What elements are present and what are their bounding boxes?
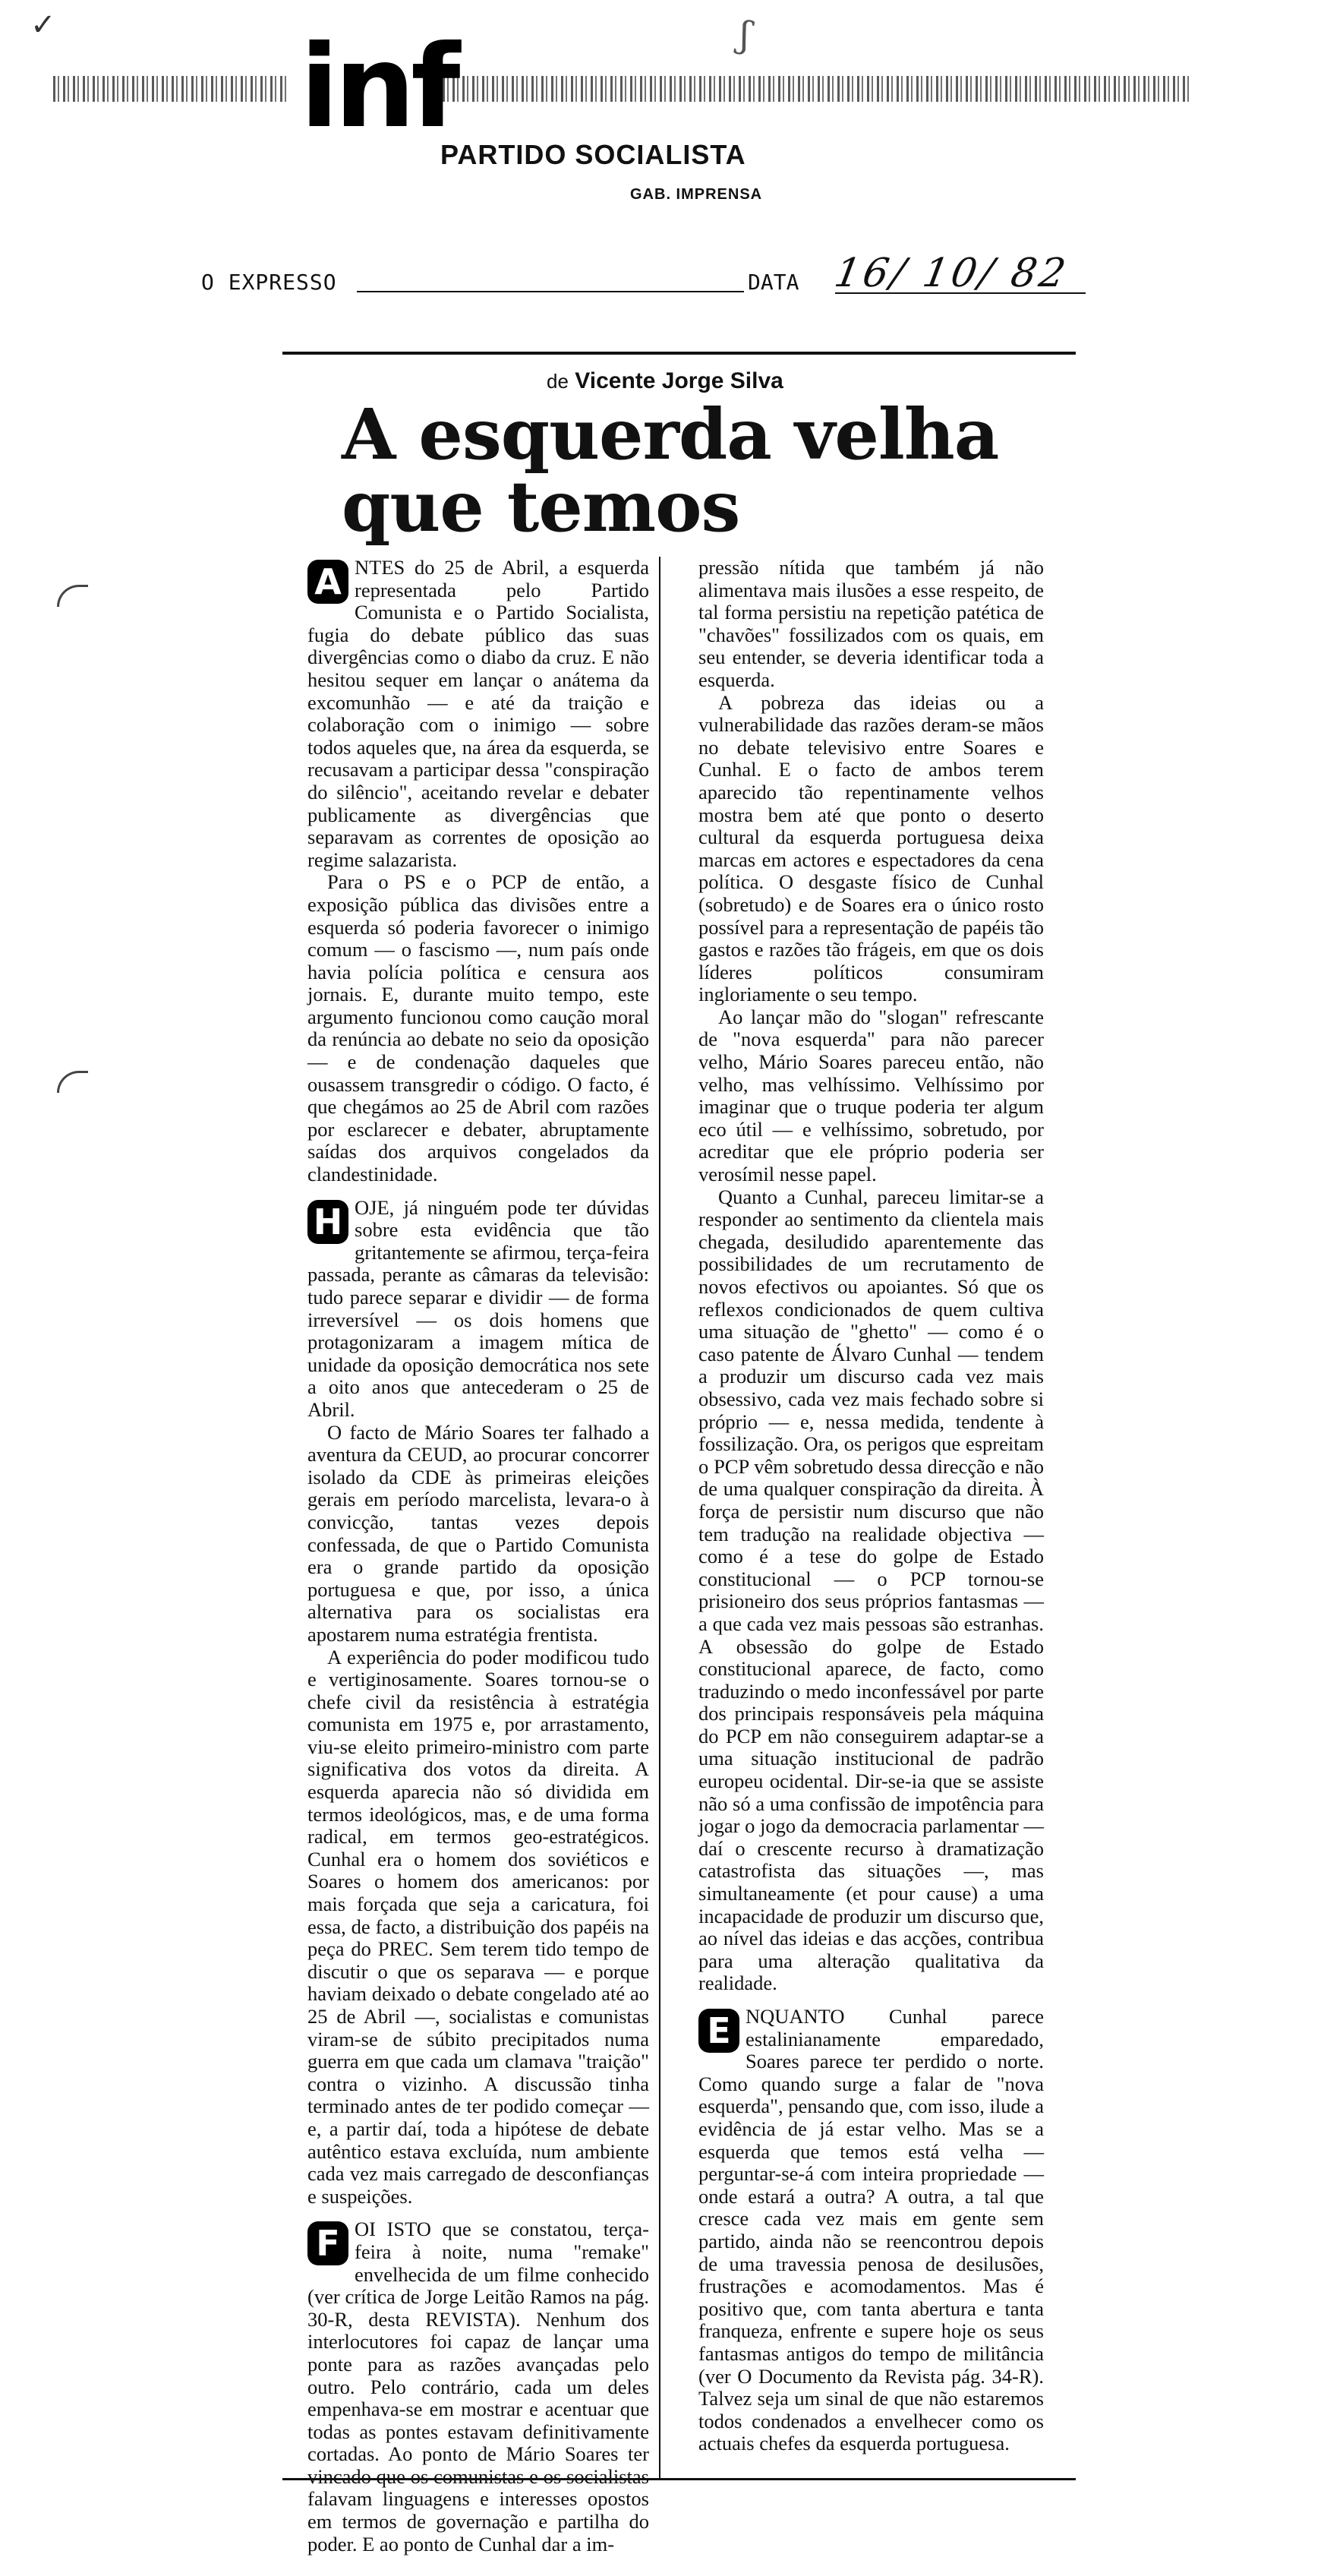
publication-underline: [357, 291, 744, 292]
article-column-1: [307, 557, 649, 2555]
drop-cap: F: [307, 2221, 348, 2265]
article-bottom-rule: [282, 2478, 1076, 2480]
date-label: DATA: [748, 270, 799, 295]
author-name: Vicente Jorge Silva: [575, 368, 783, 393]
column-divider: [659, 557, 660, 2478]
pen-scribble-icon: ʃ: [736, 13, 754, 57]
paragraph: pressão nítida que também já não alimentava mais ilusões a esse respeito, de tal forma persistiu na repetição patética de "chavões" fossilizados com os quais, em seu entender, se deveria identificar toda a esquerda.: [698, 556, 1044, 691]
article-top-rule: [282, 352, 1076, 355]
header-noise-band-left: [53, 76, 288, 102]
paragraph: Ao lançar mão do "slogan" refrescante de "nova esquerda" para não parecer velho, Mário Soares pareceu então, não velho, mas velhíssimo. Velhíssimo por imaginar que o truque poderia ter algum eco útil — e velhíssimo, sobretudo, por acreditar que ele próprio poderia ser verosímil nesse papel.: [698, 1005, 1044, 1186]
article-column-2: [698, 557, 1044, 2455]
drop-cap: A: [307, 560, 348, 604]
header-noise-band-right: [433, 76, 1192, 102]
org-name: PARTIDO SOCIALISTA: [440, 139, 746, 170]
paragraph: O facto de Mário Soares ter falhado a aventura da CEUD, ao procurar concorrer isolado da CDE às primeiras eleições gerais em período marcelista, levara-o à convicção, tantas vezes depois confessada, de que o Partido Comunista era o grande partido da oposição portuguesa e que, por isso, a única alternativa para os socialistas era apostarem numa estratégia frentista.: [307, 1420, 649, 1646]
binder-hole-mark: [57, 1071, 88, 1093]
date-value: 16/ 10/ 82: [831, 251, 1072, 296]
paragraph: A NTES do 25 de Abril, a esquerda representada pelo Partido Comunista e o Partido Socialista, fugia do debate público das suas divergências como o diabo da cruz. E não hesitou sequer em lançar o anátema da excomunhão — e até da traição e colaboração com o inimigo — sobre todos aqueles que, na área da esquerda, se recusavam a participar dessa "conspiração do silêncio", aceitando revelar e debater publicamente as divergências que separavam as correntes de oposição ao regime salazarista.: [307, 556, 649, 871]
drop-cap: H: [307, 1200, 348, 1244]
drop-cap: E: [698, 2009, 739, 2053]
byline-prefix: de: [547, 370, 569, 393]
paragraph: A pobreza das ideias ou a vulnerabilidade das razões deram-se mãos no debate televisivo entre Soares e Cunhal. E o facto de ambos terem aparecido tão repentinamente velhos mostra bem até que ponto o deserto cultural da esquerda portuguesa deixa marcas em actores e espectadores da cena política. O desgaste físico de Cunhal (sobretudo) e de Soares era o único rosto possível para a representação de papéis tão gastos e razões tão frágeis, em que os dois líderes políticos consumiram ingloriamente o seu tempo.: [698, 690, 1044, 1006]
article-title: A esquerda velha que temos: [342, 393, 999, 548]
paragraph: E NQUANTO Cunhal parece estalinianamente emparedado, Soares parece ter perdido o norte. Como quando surge a falar de "nova esquerda", pensando que, com isso, ilude a evidência de já estar velho. Mas se a esquerda que temos está velha — perguntar-se-á com inteira propriedade — onde estará a outra? A outra, a tal que cresce cada vez mais em gente sem partido, ainda não se reencontrou depois de uma travessia penosa de desilusões, frustrações e acomodamentos. Mas é positivo que, com tanta abertura e tanta franqueza, enfrente e supere hoje os seus fantasmas antigos do tempo de militância (ver O Documento da Revista pág. 34-R). Talvez seja um sinal de que não estaremos todos condenados a envelhecer como os actuais chefes da esquerda portuguesa.: [698, 2005, 1044, 2455]
paragraph: H OJE, já ninguém pode ter dúvidas sobre esta evidência que tão gritantemente se afirmou, terça-feira passada, perante as câmaras da televisão: tudo parece separar e dividir — de forma irreversível — os dois homens que protagonizaram a imagem mítica de unidade da oposição democrática nos sete a oito anos que antecederam o 25 de Abril.: [307, 1195, 649, 1421]
inf-logo: inf: [300, 21, 456, 153]
check-mark-icon: ✓: [30, 8, 56, 43]
binder-hole-mark: [57, 585, 88, 607]
paragraph: A experiência do poder modificou tudo e vertiginosamente. Soares tornou-se o chefe civil da resistência à estratégia comunista em 1975 e, por arrastamento, viu-se eleito primeiro-ministro com parte significativa dos votos da direita. A esquerda aparecia não só dividida em termos ideológicos, mas, e de uma forma radical, em termos geo-estratégicos. Cunhal era o homem dos soviéticos e Soares o homem dos americanos: por mais forçada que seja a caricatura, foi essa, de facto, a distribuição dos papéis na peça do PREC. Sem terem tido tempo de discutir o que os separava — e porque haviam deixado o debate congelado até ao 25 de Abril —, socialistas e comunistas viram-se de súbito precipitados numa guerra em que cada um clamava "traição" contra o vizinho. A discussão tinha terminado antes de ter podido começar — e, a partir daí, toda a hipótese de debate autêntico estava excluída, num ambiente cada vez mais carregado de desconfianças e suspeições.: [307, 1645, 649, 2208]
publication-name: O EXPRESSO: [201, 270, 337, 295]
paragraph: F OI ISTO que se constatou, terça-feira à noite, numa "remake" envelhecida de um filme conhecido (ver crítica de Jorge Leitão Ramos na pág. 30-R, desta REVISTA). Nenhum dos interlocutores foi capaz de lançar uma ponte para as razões avançadas pelo outro. Pelo contrário, cada um deles empenhava-se em mostrar e acentuar que todas as pontes estavam definitivamente cortadas. Ao ponto de Mário Soares ter vincado que os comunistas e os socialistas falavam linguagens e interesses opostos em termos de governação e partilha do poder. E ao ponto de Cunhal dar a im-: [307, 2218, 649, 2555]
office-name: GAB. IMPRENSA: [630, 186, 763, 203]
byline: [547, 368, 783, 394]
paragraph: Para o PS e o PCP de então, a exposição pública das divisões entre a esquerda só poderia favorecer o inimigo comum — o fascismo —, num país onde havia polícia política e censura aos jornais. E, durante muito tempo, este argumento funcionou como caução moral da renúncia ao debate no seio da oposição — e de condenação daqueles que ousassem transgredir o código. O facto, é que chegámos ao 25 de Abril com razões por esclarecer e debater, abruptamente saídas dos arquivos congelados da clandestinidade.: [307, 870, 649, 1186]
paragraph: Quanto a Cunhal, pareceu limitar-se a responder ao sentimento da clientela mais chegada, desiludido aparentemente das possibilidades de um recrutamento de novos efectivos ou apoiantes. Só que os reflexos condicionados de quem cultiva uma situação de "ghetto" — como é o caso patente de Álvaro Cunhal — tendem a produzir um discurso cada vez mais obsessivo, cada vez mais fechado sobre si próprio — e, nessa medida, tendente à fossilização. Ora, os perigos que espreitam o PCP vêm sobretudo dessa direcção e não de uma qualquer conspiração da direita. À força de persistir num discurso que não tem tradução na realidade objectiva — como é a tese do golpe de Estado constitucional — o PCP tornou-se prisioneiro dos seus próprios fantasmas — a que cada vez mais pessoas são estranhas. A obsessão do golpe de Estado constitucional aparece, de facto, como traduzindo o medo inconfessável por parte dos principais responsáveis pela máquina do PCP em não conseguirem adaptar-se a uma situação institucional de padrão europeu ocidental. Dir-se-ia que se assiste não só a uma confissão de impotência para jogar o jogo da democracia parlamentar — daí o crescente recurso à dramatização catastrofista das situações —, mas simultaneamente (et pour cause) a uma incapacidade de produzir um discurso que, ao nível das ideias e das acções, contribua para uma alteração qualitativa da realidade.: [698, 1185, 1044, 1995]
date-underline: [835, 292, 1086, 294]
